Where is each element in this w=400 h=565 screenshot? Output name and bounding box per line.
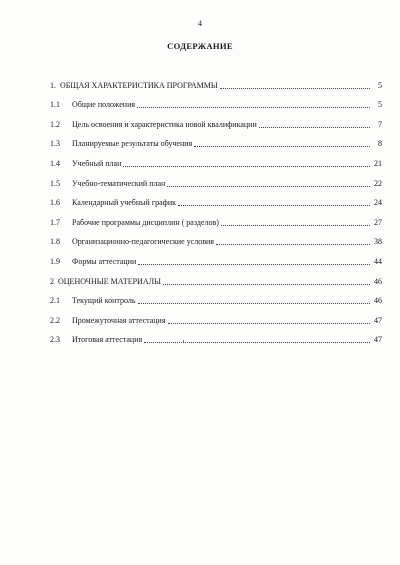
toc-dot-leader [137, 106, 370, 108]
toc-entry-title: Общие положения [72, 100, 136, 110]
toc-entry-number: 1.9 [50, 256, 60, 266]
toc-entry-page: 46 [374, 296, 382, 306]
toc-entry-title: Итоговая аттестация [72, 335, 143, 345]
toc-dot-leader [220, 87, 370, 89]
toc-dot-leader [123, 165, 370, 167]
toc-entry-title: Текущий контроль [72, 296, 136, 306]
toc-entry-number: 1.3 [50, 139, 60, 149]
toc-entry-page: 27 [374, 217, 382, 227]
toc-entry [50, 227, 382, 247]
toc-entry [50, 246, 382, 266]
toc-entry-title: Календарный учебный график [72, 198, 176, 208]
toc-entry-number: 1.4 [50, 158, 60, 168]
toc-entry-page: 22 [374, 178, 382, 188]
toc-dot-leader [144, 341, 370, 343]
toc-entry [50, 109, 382, 129]
toc-entry-title: Формы аттестации [72, 256, 137, 266]
toc-entry-number: 1. [50, 80, 56, 90]
toc-entry-title: Учебно-тематический план [72, 178, 166, 188]
toc-title: СОДЕРЖАНИЕ [167, 41, 233, 51]
toc-entry-page: 38 [374, 237, 382, 247]
toc-entry-title: Организационно-педагогические условия [72, 237, 214, 247]
toc-entry-number: 1.5 [50, 178, 60, 188]
toc-entry-title: Планируемые результаты обучения [72, 139, 193, 149]
toc-entry-number: 1.2 [50, 119, 60, 129]
toc-entry-number: 1.8 [50, 237, 60, 247]
toc-entry-title: Промежуточная аттестация [72, 315, 166, 325]
toc-entry-title: ОБЩАЯ ХАРАКТЕРИСТИКА ПРОГРАММЫ [60, 80, 218, 90]
toc-entry [50, 266, 382, 286]
toc-entry [50, 129, 382, 149]
toc-entry [50, 286, 382, 306]
toc-entry-number: 1.6 [50, 198, 60, 208]
toc-entry-page: 46 [374, 276, 382, 286]
toc-dot-leader [163, 283, 370, 285]
toc-entry-page: 5 [378, 100, 382, 110]
toc-dot-leader [138, 263, 370, 265]
toc-entry [50, 168, 382, 188]
toc-entry [50, 305, 382, 325]
page-number: 4 [198, 19, 202, 28]
toc-dot-leader [167, 185, 370, 187]
toc-entry-page: 7 [378, 119, 382, 129]
toc-entry [50, 90, 382, 110]
toc-dot-leader [138, 302, 370, 304]
toc-entry-page: 21 [374, 158, 382, 168]
toc-entry-number: 2 [50, 276, 54, 286]
toc-entry-title: Рабочие программы дисциплин ( разделов) [72, 217, 219, 227]
toc-entry-title: Цель освоения и характеристика новой квалификации [72, 119, 257, 129]
toc-entry-title: Учебный план [72, 158, 122, 168]
toc-entry-page: 24 [374, 198, 382, 208]
toc-entry-title: ОЦЕНОЧНЫЕ МАТЕРИАЛЫ [58, 276, 162, 286]
toc-entry [50, 188, 382, 208]
table-of-contents [50, 70, 382, 344]
toc-dot-leader [216, 243, 370, 245]
toc-entry-page: 5 [378, 80, 382, 90]
toc-entry [50, 148, 382, 168]
toc-entry-page: 47 [374, 315, 382, 325]
toc-entry-page: 47 [374, 335, 382, 345]
toc-entry-number: 1.1 [50, 100, 60, 110]
toc-dot-leader [168, 322, 370, 324]
toc-dot-leader [221, 224, 370, 226]
toc-dot-leader [194, 145, 370, 147]
toc-entry-number: 2.1 [50, 296, 60, 306]
toc-entry [50, 70, 382, 90]
toc-entry-page: 44 [374, 256, 382, 266]
toc-dot-leader [259, 126, 370, 128]
scan-speck [183, 340, 184, 342]
toc-entry [50, 325, 382, 345]
toc-entry-page: 8 [378, 139, 382, 149]
toc-entry-number: 2.2 [50, 315, 60, 325]
toc-entry-number: 2.3 [50, 335, 60, 345]
toc-entry [50, 207, 382, 227]
toc-dot-leader [178, 204, 370, 206]
toc-entry-number: 1.7 [50, 217, 60, 227]
